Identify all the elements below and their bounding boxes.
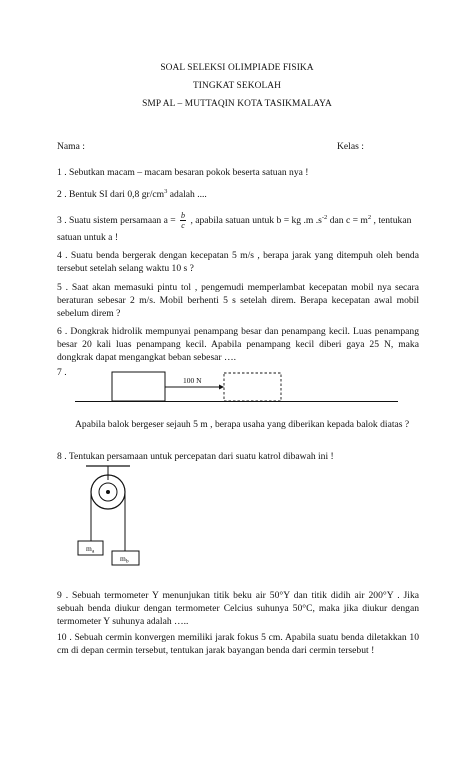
question-5: 5 . Saat akan memasuki pintu tol , pengemudi memperlambat kecepatan mobil nya secara beraturan sebesar 2 m/s. Mobil berhenti 5 s setelah direm. Berapa kecepatan awal mobil sebelum direm ?	[57, 282, 419, 319]
fraction-numerator: b	[181, 211, 186, 221]
question-2-post: adalah ....	[167, 189, 207, 200]
question-3-pre: 3 . Suatu sistem persamaan a =	[57, 215, 179, 226]
question-3	[57, 210, 411, 232]
question-3-mid-2: dan c = m	[327, 215, 368, 226]
block-solid	[112, 372, 165, 401]
question-7-number: 7 .	[57, 367, 67, 378]
question-3-sup-1: -2	[321, 213, 328, 221]
name-label: Nama :	[57, 141, 85, 152]
question-10: 10 . Sebuah cermin konvergen memiliki jarak fokus 5 cm. Apabila suatu benda diletakkan 10 cm di depan cermin tersebut, tentukan jarak bayangan benda dari cermin tersebut !	[57, 632, 419, 656]
question-8: 8 . Tentukan persamaan untuk percepatan dari suatu katrol dibawah ini !	[57, 451, 334, 462]
title-line-3: SMP AL – MUTTAQIN KOTA TASIKMALAYA	[142, 99, 332, 109]
q7-block-diagram	[0, 360, 474, 420]
question-1: 1 . Sebutkan macam – macam besaran pokok beserta satuan nya !	[57, 167, 309, 178]
question-3-line-2: satuan untuk a !	[57, 232, 119, 243]
question-4: 4 . Suatu benda bergerak dengan kecepatan 5 m/s , berapa jarak yang ditempuh oleh benda tersebut setelah selang waktu 10 s ?	[57, 250, 419, 274]
question-9: 9 . Sebuah termometer Y menunjukan titik beku air 50°Y dan titik didih air 200°Y . Jika sebuah benda diukur dengan termometer Celcius suhunya 50°C, maka jika diukur dengan termometer Y suhunya adalah …..	[57, 590, 419, 627]
question-3-mid: , apabila satuan untuk b = kg .m .s	[188, 215, 322, 226]
question-3-fraction	[180, 211, 186, 230]
question-3-post: , tentukan	[371, 215, 412, 226]
question-6: 6 . Dongkrak hidrolik mempunyai penampang besar dan penampang kecil. Luas penampang besar 20 kali luas penampang kecil. Apabila penampang kecil diberi gaya 25 N, maka dongkrak dapat mengangkat beban sebesar ….	[57, 326, 419, 363]
mass-a-label: $m_a$	[86, 544, 95, 555]
title-line-2: TINGKAT SEKOLAH	[192, 81, 282, 91]
question-2-pre: 2 . Bentuk SI dari 0,8 gr/cm	[57, 189, 165, 200]
question-2	[57, 188, 207, 201]
force-arrow-head	[219, 385, 224, 390]
question-3-sup-2: 2	[367, 213, 372, 221]
q8-pulley-diagram	[0, 462, 474, 582]
mass-b-label: $m_b$	[120, 554, 129, 565]
block-dashed	[224, 373, 281, 401]
question-2-sup: 3	[164, 187, 168, 195]
class-label: Kelas :	[337, 141, 364, 152]
title-line-1: SOAL SELEKSI OLIMPIADE FISIKA	[160, 63, 314, 73]
question-7-text: Apabila balok bergeser sejauh 5 m , berapa usaha yang diberikan kepada balok diatas ?	[75, 419, 410, 430]
force-label: 100 N	[183, 376, 202, 385]
pulley-axle	[106, 490, 110, 494]
fraction-denominator: c	[181, 221, 185, 231]
